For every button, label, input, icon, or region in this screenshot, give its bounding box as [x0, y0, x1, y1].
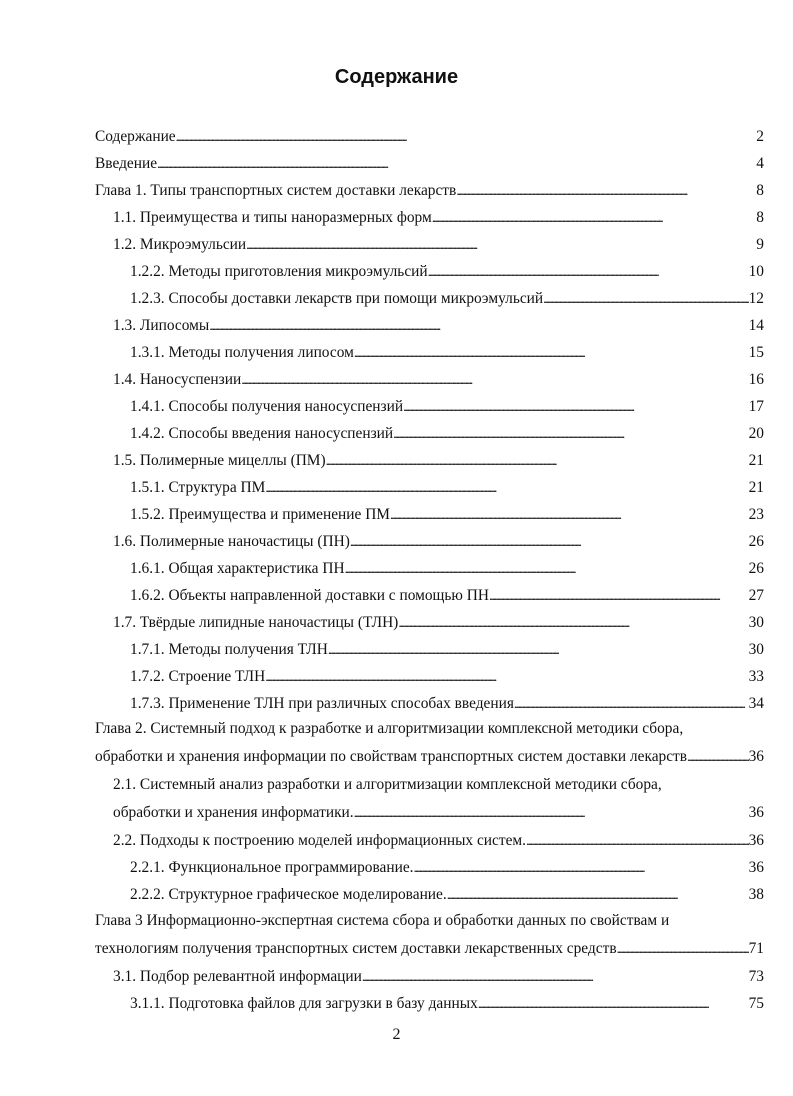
- toc-leader-dots: [390, 506, 749, 524]
- toc-entry[interactable]: [113, 450, 764, 470]
- toc-leader-dots: [241, 371, 748, 389]
- toc-leader-dots: [328, 641, 749, 659]
- toc-leader-dots: [393, 425, 748, 443]
- toc-entry-text: 1.2.3. Способы доставки лекарств при помощи микроэмульсий: [130, 290, 544, 307]
- toc-entry-text: 1.6. Полимерные наночастицы (ПН): [113, 533, 350, 550]
- toc-entry-page: 14: [748, 317, 764, 334]
- toc-leader-dots: [326, 452, 749, 470]
- toc-entry[interactable]: [113, 612, 764, 632]
- toc-entry-text: 1.4. Наносуспензии: [113, 371, 242, 388]
- toc-entry-text: 2.2.2. Структурное графическое моделирование.: [130, 886, 447, 903]
- toc-entry[interactable]: [113, 207, 764, 227]
- toc-entry-page: 33: [748, 668, 764, 685]
- toc-leader-dots: [617, 940, 749, 958]
- toc-entry-page: 9: [756, 236, 764, 253]
- toc-leader-dots: [687, 748, 749, 766]
- toc-leader-dots: [489, 587, 749, 605]
- toc-entry-text: 1.3.1. Методы получения липосом: [130, 344, 354, 361]
- toc-entry[interactable]: [130, 993, 764, 1013]
- toc-entry-page: 23: [748, 506, 764, 523]
- toc-entry[interactable]: [130, 423, 764, 443]
- toc-entry-page: 36: [748, 859, 764, 876]
- toc-entry-page: 10: [748, 263, 764, 280]
- toc-leader-dots: [526, 832, 749, 850]
- toc-entry-page: 34: [748, 695, 764, 712]
- toc-entry-text: 1.5. Полимерные мицеллы (ПМ): [113, 452, 326, 469]
- toc-entry-page: 75: [748, 995, 764, 1012]
- toc-leader-dots: [428, 263, 749, 281]
- toc-entry-page: 21: [748, 452, 764, 469]
- toc-entry[interactable]: [113, 802, 764, 822]
- toc-entry[interactable]: [130, 558, 764, 578]
- toc-entry-page: 30: [748, 614, 764, 631]
- toc-entry-text: Глава 1. Типы транспортных систем доставки лекарств: [95, 182, 457, 199]
- toc-entry[interactable]: [130, 288, 764, 308]
- toc-entry-text: 1.7.1. Методы получения ТЛН: [130, 641, 328, 658]
- page-number: 2: [392, 1026, 401, 1043]
- toc-entry-text: обработки и хранения информатики.: [113, 804, 354, 821]
- toc-entry[interactable]: [113, 315, 764, 335]
- toc-entry-text: 1.6.1. Общая характеристика ПН: [130, 560, 345, 577]
- toc-entry-page: 26: [748, 560, 764, 577]
- toc-leader-dots: [345, 560, 749, 578]
- toc-entry-page: 36: [748, 832, 764, 849]
- toc-entry[interactable]: [113, 830, 764, 850]
- toc-entry[interactable]: [95, 153, 764, 173]
- toc-leader-dots: [456, 182, 756, 200]
- toc-leader-dots: [398, 614, 748, 632]
- page-title: Содержание: [334, 66, 459, 88]
- toc-entry-page: 36: [748, 804, 764, 821]
- toc-entry[interactable]: [130, 396, 764, 416]
- toc-entry-text-line1[interactable]: Глава 2. Системный подход к разработке и алгоритмизации комплексной методики сбора,: [95, 720, 684, 737]
- toc-entry-text: 1.7.2. Строение ТЛН: [130, 668, 266, 685]
- toc-entry-page: 71: [748, 940, 764, 957]
- toc-entry-text: 2.2.1. Функциональное программирование.: [130, 859, 414, 876]
- toc-entry[interactable]: [130, 857, 764, 877]
- toc-entry[interactable]: [113, 966, 764, 986]
- toc-entry-page: 8: [756, 182, 764, 199]
- toc-entry-page: 36: [748, 748, 764, 765]
- toc-leader-dots: [414, 859, 749, 877]
- toc-entry[interactable]: [113, 531, 764, 551]
- toc-entry-text: 3.1.1. Подготовка файлов для загрузки в базу данных: [130, 995, 478, 1012]
- toc-leader-dots: [432, 209, 757, 227]
- toc-entry-text: 1.7. Твёрдые липидные наночастицы (ТЛН): [113, 614, 399, 631]
- toc-entry[interactable]: [95, 938, 764, 958]
- toc-entry-text: 1.5.1. Структура ПМ: [130, 479, 266, 496]
- toc-entry-text: 1.3. Липосомы: [113, 317, 210, 334]
- toc-leader-dots: [543, 290, 748, 308]
- toc-leader-dots: [246, 236, 756, 254]
- toc-entry-text: 1.4.1. Способы получения наносуспензий: [130, 398, 404, 415]
- toc-leader-dots: [354, 344, 749, 362]
- toc-leader-dots: [354, 804, 749, 822]
- toc-entry-text: 1.2. Микроэмульсии: [113, 236, 247, 253]
- toc-entry-page: 17: [748, 398, 764, 415]
- toc-leader-dots: [265, 479, 748, 497]
- toc-leader-dots: [265, 668, 748, 686]
- toc-entry[interactable]: [95, 126, 764, 146]
- toc-entry-page: 26: [748, 533, 764, 550]
- toc-entry-page: 20: [748, 425, 764, 442]
- toc-leader-dots: [350, 533, 749, 551]
- toc-entry-text: 1.6.2. Объекты направленной доставки с помощью ПН: [130, 587, 489, 604]
- toc-entry-page: 73: [748, 968, 764, 985]
- toc-leader-dots: [209, 317, 748, 335]
- toc-entry-text: 3.1. Подбор релевантной информации: [113, 968, 362, 985]
- toc-entry-text: 2.2. Подходы к построению моделей информационных систем.: [113, 832, 527, 849]
- toc-leader-dots: [447, 886, 749, 904]
- toc-entry-text: 1.1. Преимущества и типы наноразмерных форм: [113, 209, 432, 226]
- toc-entry-text: 1.7.3. Применение ТЛН при различных способах введения: [130, 695, 514, 712]
- toc-entry-text: технологиям получения транспортных систем доставки лекарственных средств: [95, 940, 617, 957]
- toc-leader-dots: [176, 128, 757, 146]
- toc-entry[interactable]: [130, 477, 764, 497]
- toc-entry-page: 38: [748, 886, 764, 903]
- toc-entry[interactable]: [95, 180, 764, 200]
- toc-entry[interactable]: [130, 504, 764, 524]
- toc-entry-page: 16: [748, 371, 764, 388]
- toc-entry[interactable]: [130, 585, 764, 605]
- toc-entry-text-line1[interactable]: Глава 3 Информационно-экспертная система сбора и обработки данных по свойствам и: [95, 912, 670, 929]
- toc-entry-page: 4: [756, 155, 764, 172]
- toc-entry[interactable]: [130, 639, 764, 659]
- toc-entry[interactable]: [113, 369, 764, 389]
- toc-entry[interactable]: [130, 666, 764, 686]
- toc-leader-dots: [403, 398, 749, 416]
- toc-leader-dots: [514, 695, 749, 713]
- toc-entry[interactable]: [113, 234, 764, 254]
- toc-entry-page: 15: [748, 344, 764, 361]
- toc-entry[interactable]: [130, 693, 764, 713]
- toc-entry-text: обработки и хранения информации по свойствам транспортных систем доставки лекарств: [95, 748, 688, 765]
- toc-entry[interactable]: [95, 746, 764, 766]
- toc-entry-page: 8: [756, 209, 764, 226]
- toc-leader-dots: [478, 995, 749, 1013]
- toc-entry-text: Содержание: [95, 128, 176, 145]
- toc-entry-text-line1[interactable]: 2.1. Системный анализ разработки и алгоритмизации комплексной методики сбора,: [113, 776, 662, 793]
- toc-entry-text: Введение: [95, 155, 158, 172]
- toc-entry-page: 12: [748, 290, 764, 307]
- toc-entry-page: 27: [748, 587, 764, 604]
- toc-leader-dots: [157, 155, 756, 173]
- toc-entry-page: 2: [756, 128, 764, 145]
- toc-entry-page: 30: [748, 641, 764, 658]
- toc-entry-page: 21: [748, 479, 764, 496]
- toc-entry-text: 1.2.2. Методы приготовления микроэмульсий: [130, 263, 428, 280]
- toc-entry-text: 1.4.2. Способы введения наносуспензий: [130, 425, 394, 442]
- toc-entry[interactable]: [130, 261, 764, 281]
- toc-entry[interactable]: [130, 342, 764, 362]
- toc-entry-text: 1.5.2. Преимущества и применение ПМ: [130, 506, 390, 523]
- toc-leader-dots: [362, 968, 749, 986]
- toc-entry[interactable]: [130, 884, 764, 904]
